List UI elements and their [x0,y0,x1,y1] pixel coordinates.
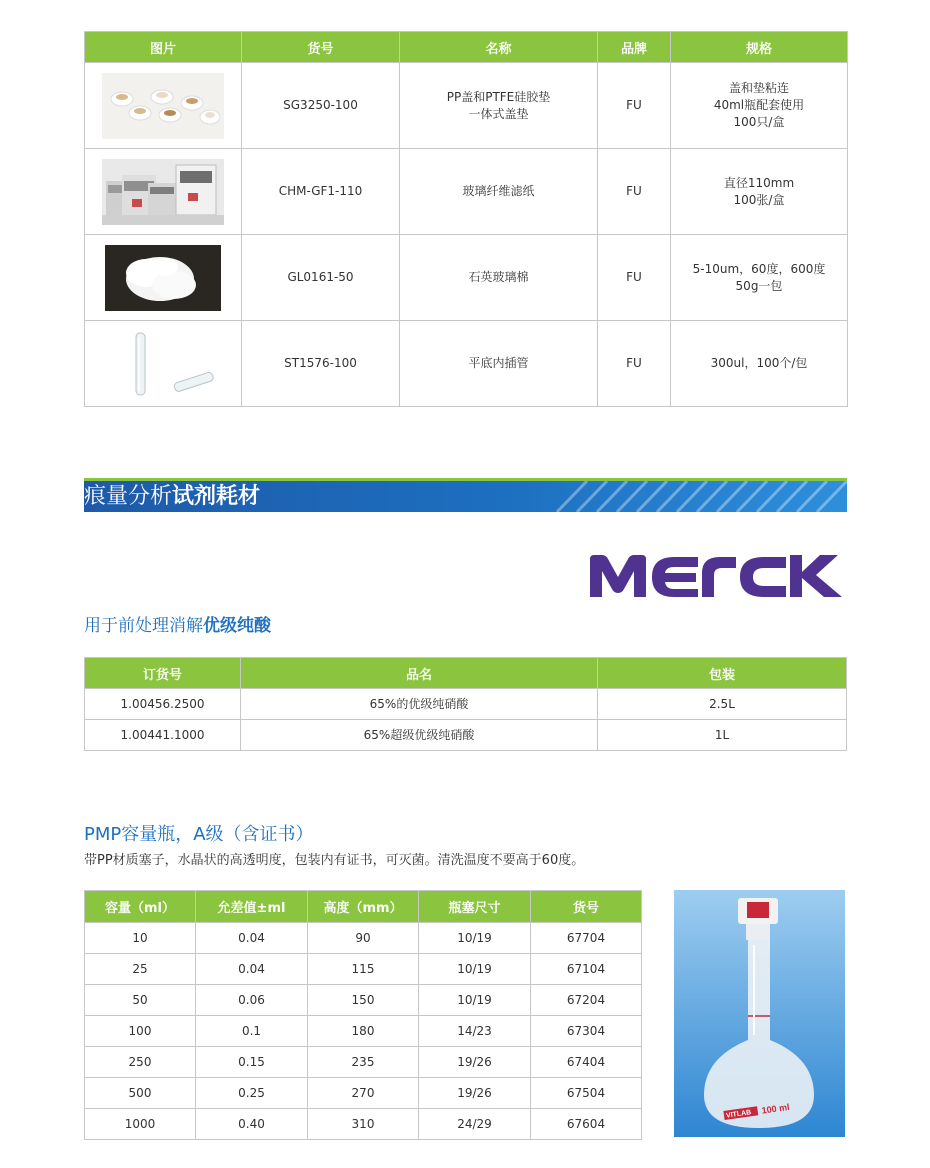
header-cell: 订货号 [85,658,241,689]
order-no-cell: 1.00441.1000 [85,720,241,751]
tolerance-cell: 0.04 [196,954,308,985]
order-no-cell: 1.00456.2500 [85,689,241,720]
height-cell: 150 [308,985,419,1016]
brand-cell: FU [598,63,671,149]
image-cell [85,321,242,407]
table-row [85,1047,642,1078]
image-cell [85,235,242,321]
table-row [85,235,848,321]
spec-line: 100张/盒 [733,192,785,207]
brand-cell: FU [598,235,671,321]
name-cell [400,63,598,149]
table-row [85,954,642,985]
table-row [85,321,848,407]
table-row [85,923,642,954]
spec-line: 50g一包 [735,278,783,293]
name-line: 一体式盖垫 [468,106,529,121]
name-cell: 平底内插管 [400,321,598,407]
tolerance-cell: 0.25 [196,1078,308,1109]
name-cell: 玻璃纤维滤纸 [400,149,598,235]
code-cell: ST1576-100 [242,321,400,407]
acid-title-bold: 优级纯酸 [203,616,271,636]
image-cell [85,63,242,149]
code-cell: 67704 [531,923,642,954]
header-cell: 包装 [598,658,847,689]
code-cell: 67504 [531,1078,642,1109]
acid-table [84,657,847,751]
volumetric-flask-image [674,890,845,1137]
septa-caps-image [102,73,224,139]
tolerance-cell: 0.04 [196,923,308,954]
spec-line: 盖和垫粘连 [728,81,789,95]
stopper-cell: 10/19 [419,954,531,985]
height-cell: 115 [308,954,419,985]
capacity-cell: 1000 [85,1109,196,1140]
name-cell: 石英玻璃棉 [400,235,598,321]
code-cell: 67604 [531,1109,642,1140]
header-cell: 货号 [242,32,400,63]
banner-title [84,483,260,511]
capacity-cell: 10 [85,923,196,954]
table-row [85,720,847,751]
pmp-table-header [85,891,642,923]
header-cell: 货号 [531,891,642,923]
pmp-description: 带PP材质塞子，水晶状的高透明度，包装内有证书，可灭菌。清洗温度不要高于60度。 [84,853,585,868]
header-cell: 允差值±ml [196,891,308,923]
capacity-cell: 50 [85,985,196,1016]
name-line: PP盖和PTFE硅胶垫 [446,89,551,104]
header-cell: 瓶塞尺寸 [419,891,531,923]
package-cell: 2.5L [598,689,847,720]
header-cell: 图片 [85,32,242,63]
stopper-cell: 10/19 [419,985,531,1016]
height-cell: 270 [308,1078,419,1109]
capacity-cell: 250 [85,1047,196,1078]
package-cell: 1L [598,720,847,751]
code-cell: 67304 [531,1016,642,1047]
code-cell: 67104 [531,954,642,985]
height-cell: 180 [308,1016,419,1047]
stopper-cell: 19/26 [419,1047,531,1078]
table-row [85,1078,642,1109]
code-cell: 67404 [531,1047,642,1078]
merck-logo [588,553,848,599]
table-row [85,1109,642,1140]
flask-label-brand: VITLAB [725,1109,752,1120]
product-name-cell: 65%的优级纯硝酸 [241,689,598,720]
height-cell: 235 [308,1047,419,1078]
table-row [85,689,847,720]
code-cell: GL0161-50 [242,235,400,321]
header-cell: 品牌 [598,32,671,63]
table-row [85,149,848,235]
tolerance-cell: 0.15 [196,1047,308,1078]
products-table [84,31,848,407]
tolerance-cell: 0.1 [196,1016,308,1047]
banner-pattern [547,481,847,512]
spec-cell [671,235,848,321]
spec-line: 直径110mm [723,175,795,190]
product-name-cell: 65%超级优级纯硝酸 [241,720,598,751]
products-table-header [85,32,848,63]
header-cell: 规格 [671,32,848,63]
pmp-section-title: PMP容量瓶，A级（含证书） [84,824,314,845]
quartz-wool-image [102,245,224,311]
table-row [85,1016,642,1047]
image-cell [85,149,242,235]
section-banner [84,478,847,512]
glass-insert-image [102,331,224,397]
pmp-table [84,890,642,1140]
acid-title-light: 用于前处理消解 [84,616,203,636]
header-cell: 品名 [241,658,598,689]
stopper-cell: 10/19 [419,923,531,954]
header-cell: 名称 [400,32,598,63]
spec-cell [671,63,848,149]
capacity-cell: 25 [85,954,196,985]
spec-line: 40ml瓶配套使用 [713,98,805,112]
table-row [85,985,642,1016]
acid-section-title [84,611,271,636]
header-cell: 高度（mm） [308,891,419,923]
stopper-cell: 19/26 [419,1078,531,1109]
spec-line: 100只/盒 [733,115,785,129]
banner-title-bold: 试剂耗材 [172,484,261,509]
acid-table-header [85,658,847,689]
brand-cell: FU [598,149,671,235]
code-cell: CHM-GF1-110 [242,149,400,235]
code-cell: SG3250-100 [242,63,400,149]
filter-paper-boxes-image [102,159,224,225]
capacity-cell: 500 [85,1078,196,1109]
flask-label-volume: 100 ml [761,1101,791,1116]
height-cell: 90 [308,923,419,954]
header-cell: 容量（ml） [85,891,196,923]
capacity-cell: 100 [85,1016,196,1047]
banner-title-light: 痕量分析 [84,484,173,509]
height-cell: 310 [308,1109,419,1140]
tolerance-cell: 0.06 [196,985,308,1016]
spec-cell [671,149,848,235]
stopper-cell: 24/29 [419,1109,531,1140]
spec-line: 5-10um，60度，600度 [692,261,826,276]
brand-cell: FU [598,321,671,407]
stopper-cell: 14/23 [419,1016,531,1047]
tolerance-cell: 0.40 [196,1109,308,1140]
spec-cell: 300ul，100个/包 [671,321,848,407]
code-cell: 67204 [531,985,642,1016]
table-row [85,63,848,149]
